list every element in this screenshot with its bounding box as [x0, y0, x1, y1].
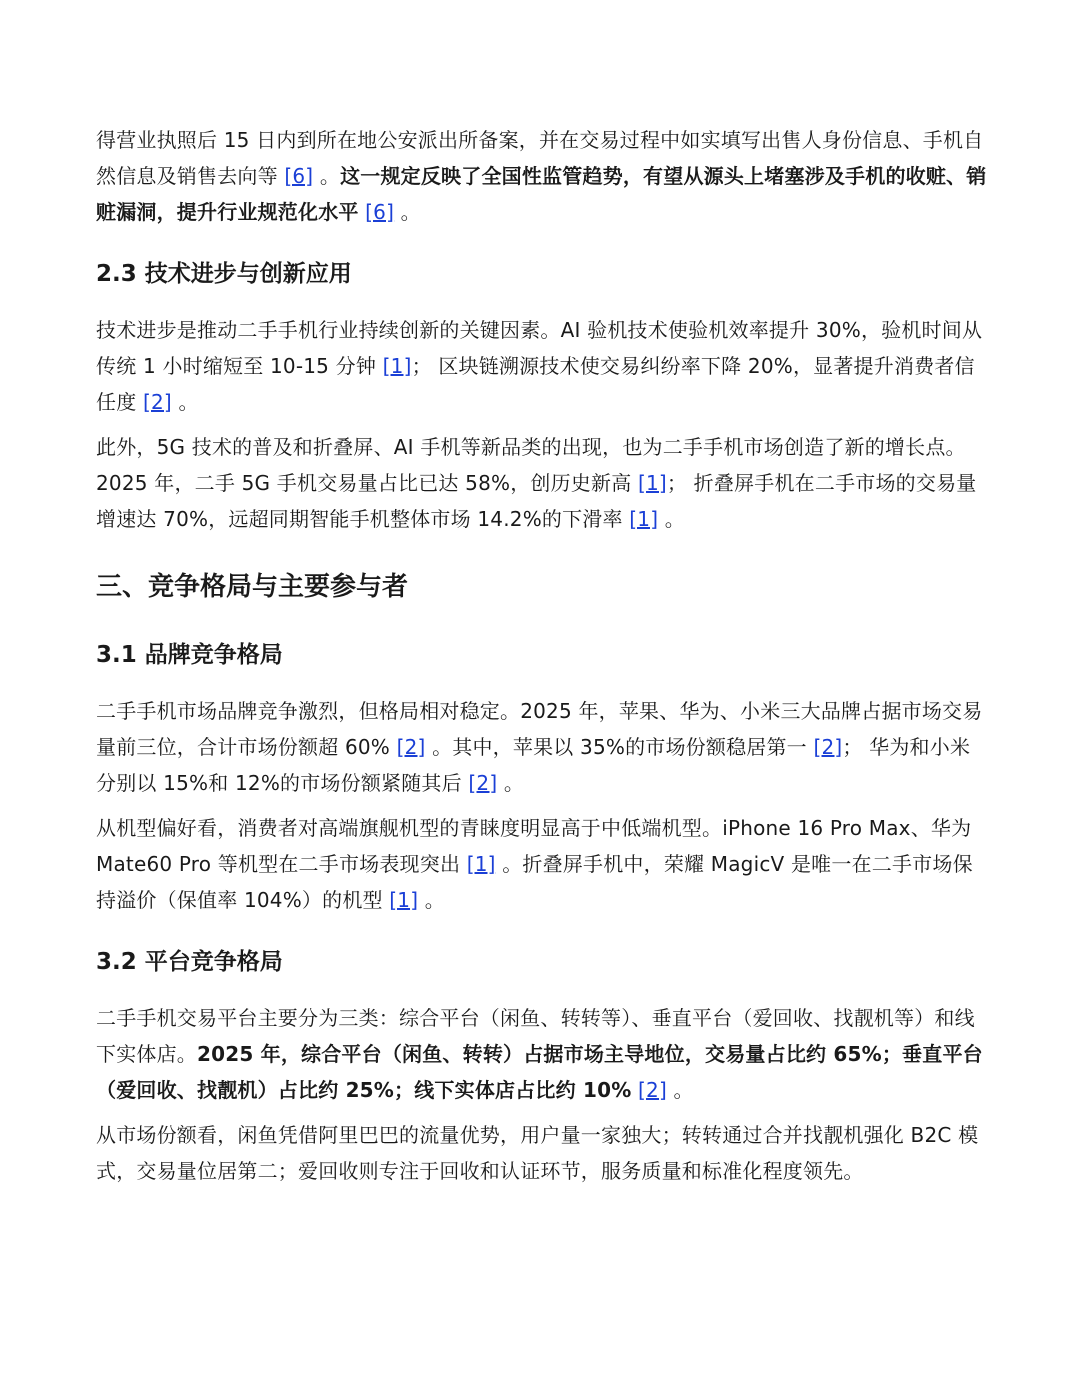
paragraph-brand-competition: 二手手机市场品牌竞争激烈，但格局相对稳定。2025 年，苹果、华为、小米三大品牌占据市场交易量前三位，合计市场份额超 60% [2] 。其中，苹果以 35%的市场份额稳居第一 [2]； 华为和小米分别以 15%和 12%的市场份额紧随其后 [2] 。	[96, 699, 983, 795]
paragraph-5g-foldable: 此外，5G 技术的普及和折叠屏、AI 手机等新品类的出现，也为二手手机市场创造了新的增长点。2025 年，二手 5G 手机交易量占比已达 58%，创历史新高 [1]； 折叠屏手机在二手市场的交易量增速达 70%，远超同期智能手机整体市场 14.2%的下滑率 [1] 。	[96, 435, 977, 531]
bold-text: 这一规定反映了全国性监管趋势，有望从源头上堵塞涉及手机的收赃、销赃漏洞，提升行业规范化水平	[96, 164, 987, 224]
citation-link[interactable]: [6]	[284, 164, 314, 188]
paragraph-regulation: 得营业执照后 15 日内到所在地公安派出所备案，并在交易过程中如实填写出售人身份信息、手机自然信息及销售去向等 [6] 。这一规定反映了全国性监管趋势，有望从源头上堵塞涉及手机的收赃、销赃漏洞，提升行业规范化水平 [6] 。	[96, 128, 987, 224]
citation-link[interactable]: [1]	[466, 852, 496, 876]
citation-link[interactable]: [2]	[813, 735, 843, 759]
paragraph-tech-progress: 技术进步是推动二手手机行业持续创新的关键因素。AI 验机技术使验机效率提升 30%，验机时间从传统 1 小时缩短至 10-15 分钟 [1]； 区块链溯源技术使交易纠纷率下降 20%，显著提升消费者信任度 [2] 。	[96, 318, 983, 414]
citation-link[interactable]: [6]	[365, 200, 395, 224]
citation-link[interactable]: [2]	[396, 735, 426, 759]
citation-link[interactable]: [1]	[629, 507, 659, 531]
citation-link[interactable]: [1]	[637, 471, 667, 495]
chapter-heading-3: 三、竞争格局与主要参与者	[96, 572, 409, 602]
document-page	[96, 122, 988, 1189]
citation-link[interactable]: [1]	[382, 354, 412, 378]
citation-link[interactable]: [1]	[389, 888, 419, 912]
section-heading-3-1: 3.1 品牌竞争格局	[96, 642, 283, 668]
section-heading-3-2: 3.2 平台竞争格局	[96, 949, 283, 975]
bold-text: 2025 年，综合平台（闲鱼、转转）占据市场主导地位，交易量占比约 65%；垂直平台（爱回收、找靓机）占比约 25%；线下实体店占比约 10%	[96, 1042, 983, 1102]
citation-link[interactable]: [2]	[638, 1078, 667, 1102]
paragraph-model-preference: 从机型偏好看，消费者对高端旗舰机型的青睐度明显高于中低端机型。iPhone 16 Pro Max、华为 Mate60 Pro 等机型在二手市场表现突出 [1] 。折叠屏手机中，荣耀 MagicV 是唯一在二手市场保持溢价（保值率 104%）的机型 [1] 。	[96, 816, 973, 912]
citation-link[interactable]: [2]	[468, 771, 498, 795]
citation-link[interactable]: [2]	[142, 390, 172, 414]
section-heading-2-3: 2.3 技术进步与创新应用	[96, 261, 352, 287]
paragraph-platform-types: 二手手机交易平台主要分为三类：综合平台（闲鱼、转转等）、垂直平台（爱回收、找靓机等）和线下实体店。2025 年，综合平台（闲鱼、转转）占据市场主导地位，交易量占比约 65%；垂直平台（爱回收、找靓机）占比约 25%；线下实体店占比约 10% [2] 。	[96, 1006, 983, 1102]
paragraph-market-share: 从市场份额看，闲鱼凭借阿里巴巴的流量优势，用户量一家独大；转转通过合并找靓机强化 B2C 模式，交易量位居第二；爱回收则专注于回收和认证环节，服务质量和标准化程度领先。	[96, 1123, 979, 1183]
